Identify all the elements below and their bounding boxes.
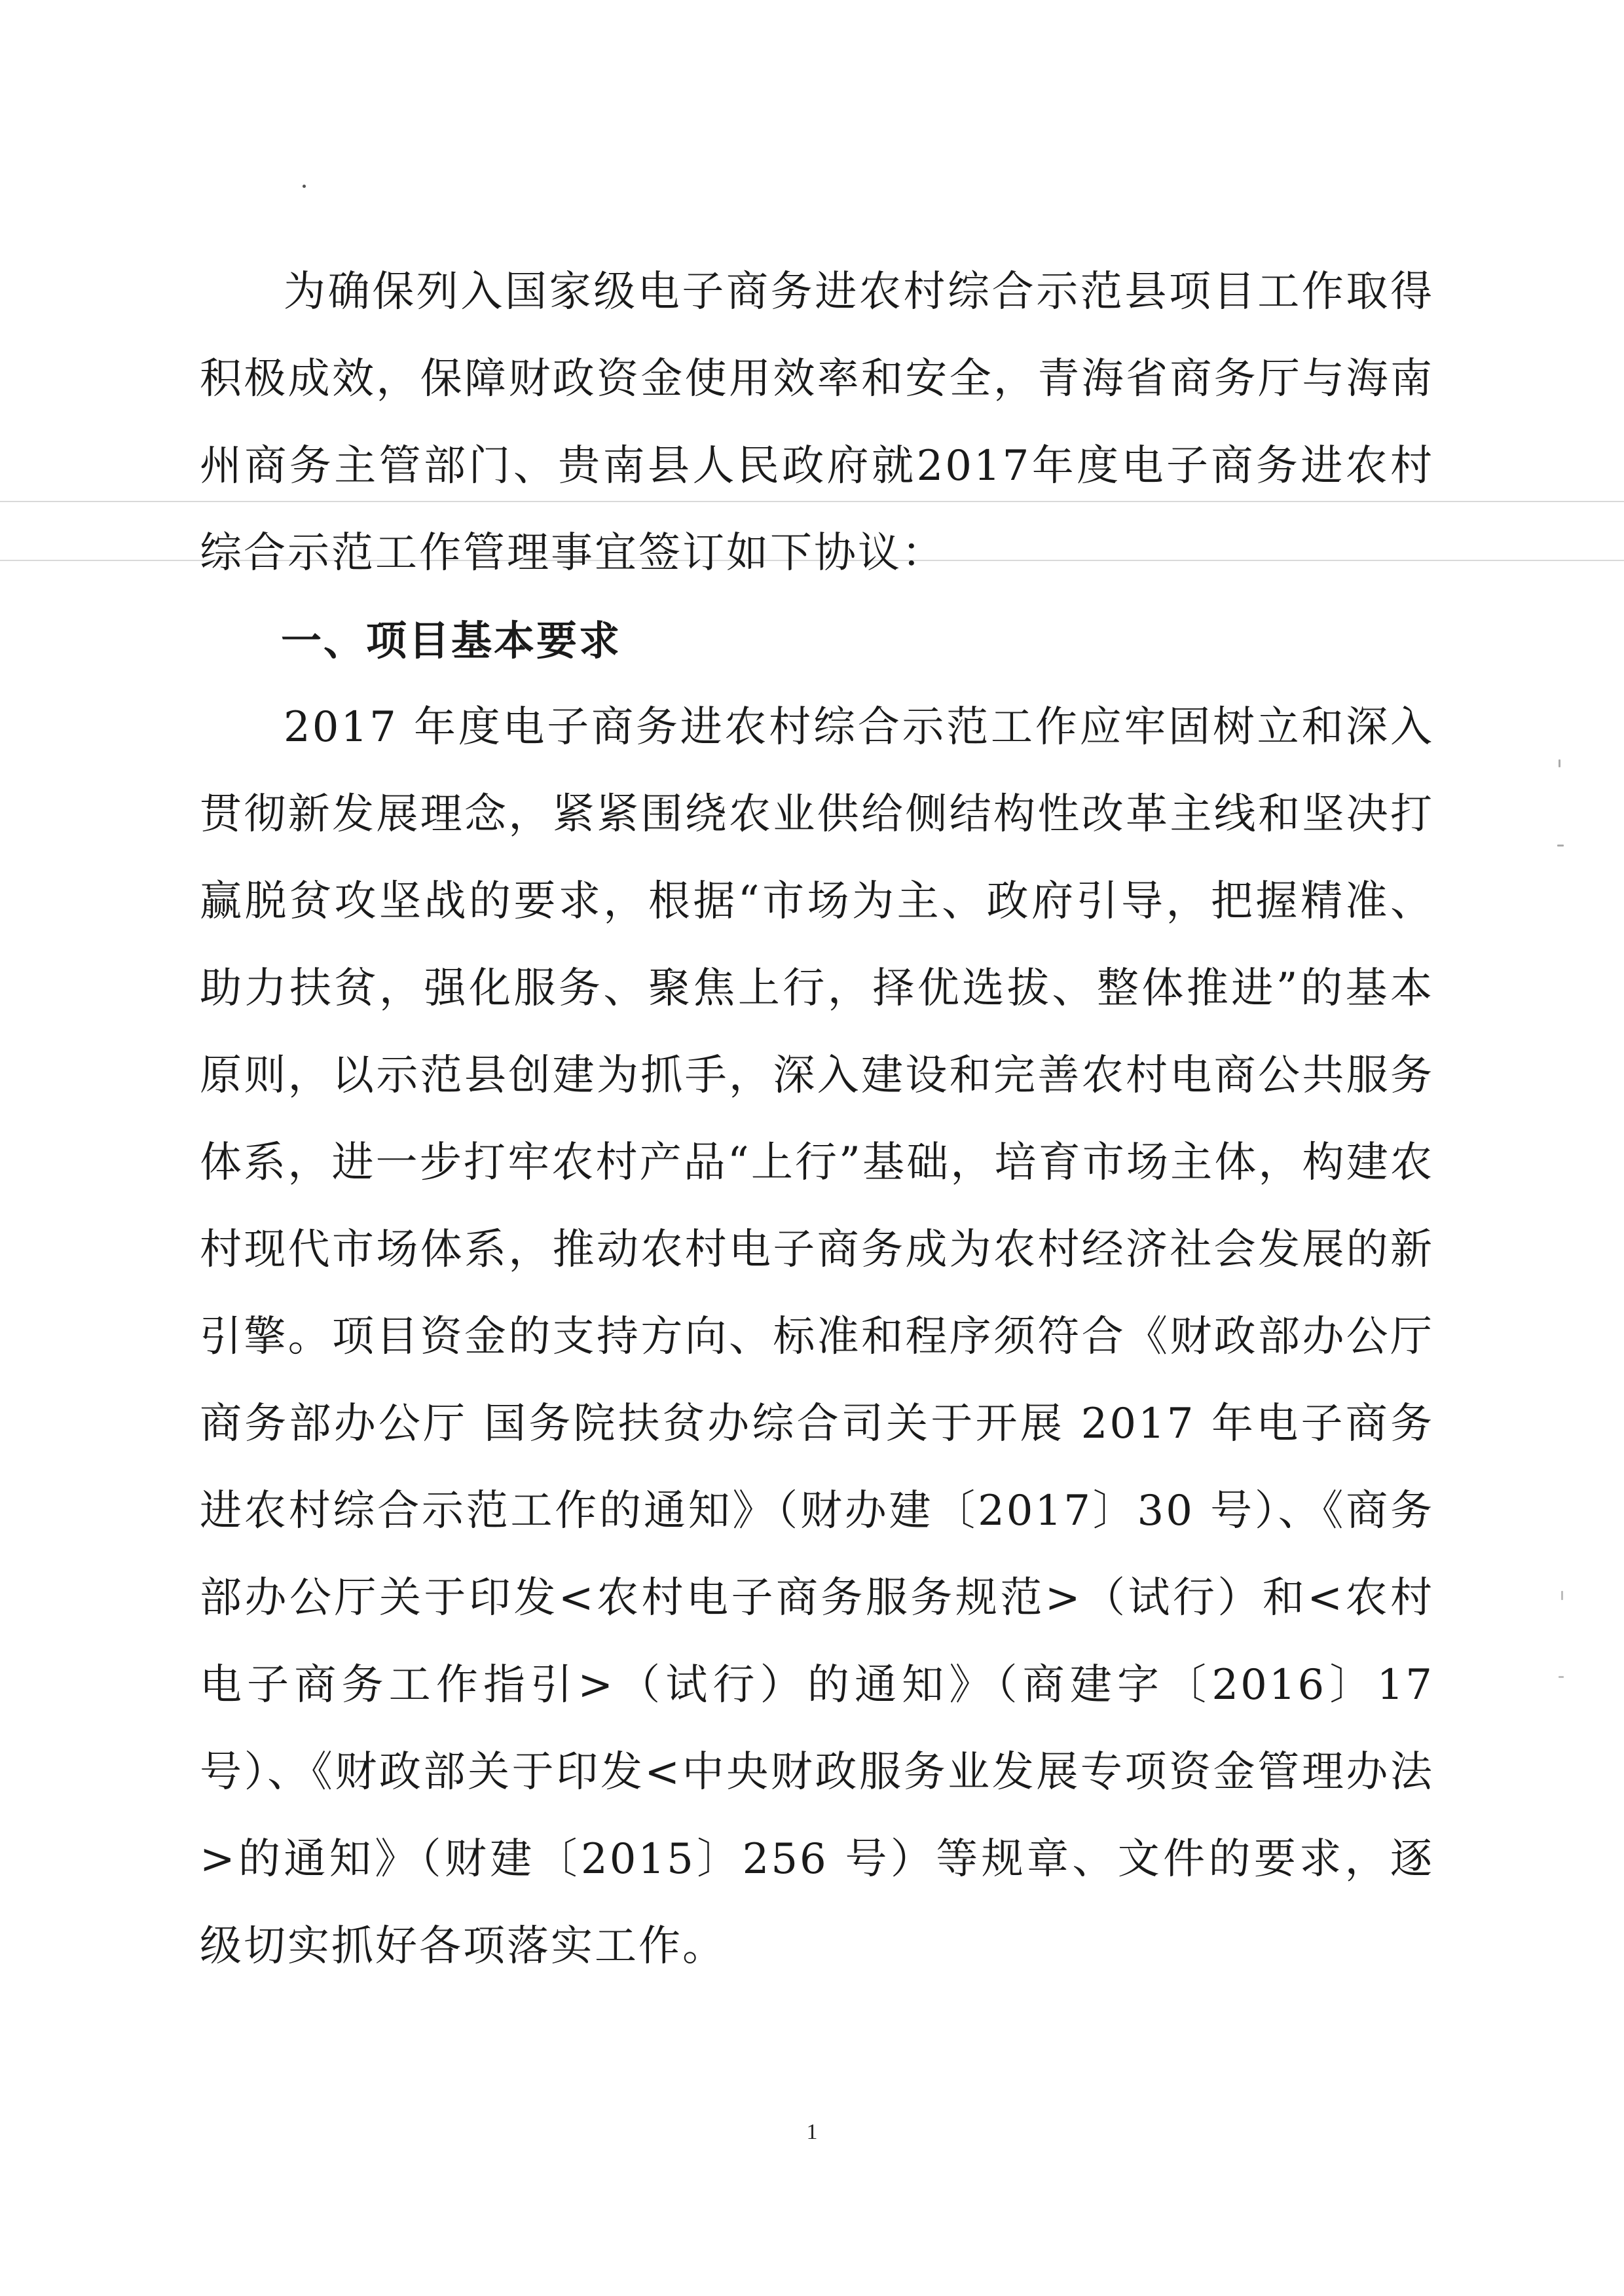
section-heading: 一、项目基本要求: [281, 617, 622, 665]
scan-speck: [1557, 845, 1564, 847]
scan-speck: [1559, 759, 1560, 767]
scan-speck: [1559, 1676, 1564, 1678]
scan-speck: [1561, 1591, 1563, 1600]
page-number: 1: [806, 2120, 818, 2144]
document-body: [200, 249, 1434, 1990]
body-paragraph: 2017 年度电子商务进农村综合示范工作应牢固树立和深入贯彻新发展理念，紧紧围绕农业供给侧结构性改革主线和坚决打赢脱贫攻坚战的要求，根据“市场为主、政府引导，把握精准、助力扶贫，强化服务、聚焦上行，择优选拔、整体推进”的基本原则，以示范县创建为抓手，深入建设和完善农村电商公共服务体系，进一步打牢农村产品“上行”基础，培育市场主体，构建农村现代市场体系，推动农村电子商务成为农村经济社会发展的新引擎。项目资金的支持方向、标准和程序须符合《财政部办公厅 商务部办公厅 国务院扶贫办综合司关于开展 2017 年电子商务进农村综合示范工作的通知》（财办建〔2017〕30 号）、《商务部办公厅关于印发<农村电子商务服务规范>（试行）和<农村电子商务工作指引>（试行）的通知》（商建字〔2016〕17 号）、《财政部关于印发<中央财政服务业发展专项资金管理办法>的通知》（财建〔2015〕256 号）等规章、文件的要求，逐级切实抓好各项落实工作。: [200, 703, 1434, 1971]
scan-speck: [303, 185, 306, 188]
intro-paragraph: 为确保列入国家级电子商务进农村综合示范县项目工作取得积极成效，保障财政资金使用效率和安全，青海省商务厅与海南州商务主管部门、贵南县人民政府就2017年度电子商务进农村综合示范工作管理事宜签订如下协议：: [200, 268, 1434, 577]
